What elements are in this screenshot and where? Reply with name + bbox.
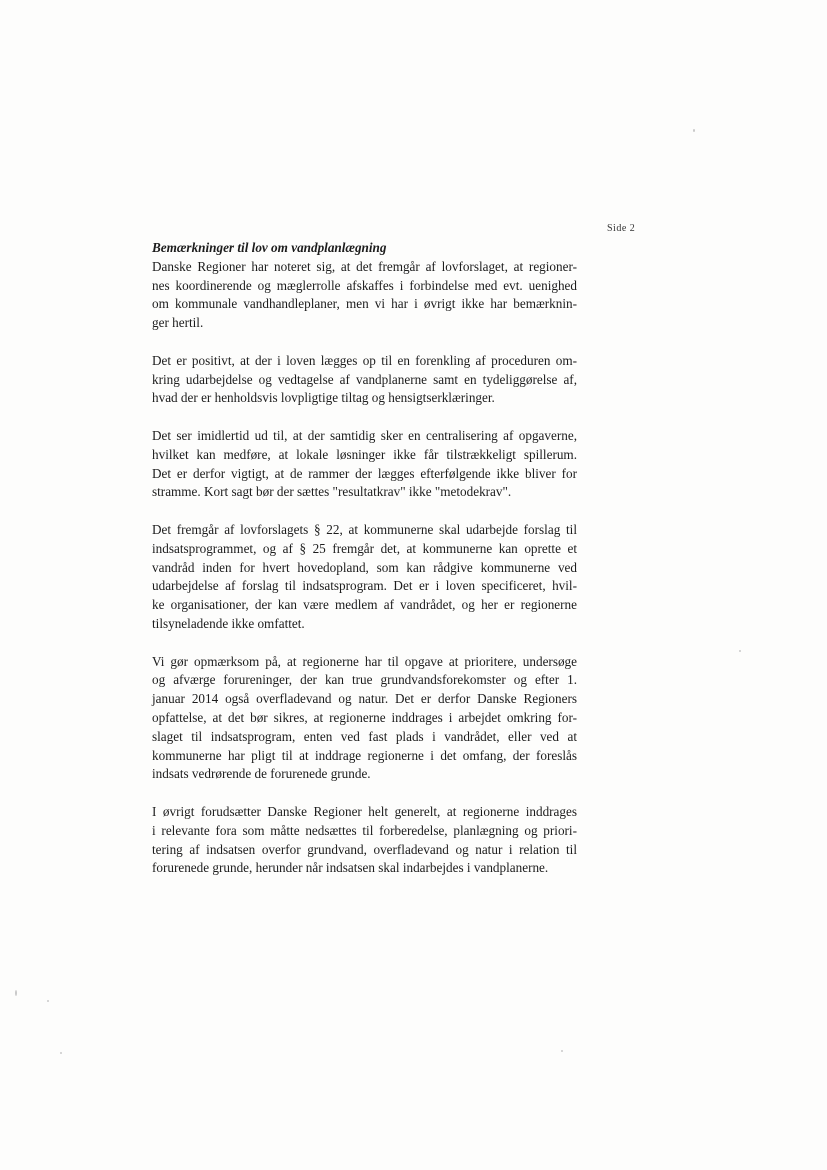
text-line: slaget til indsatsprogram, enten ved fast plads i vandrådet, eller ved at bbox=[152, 728, 577, 744]
text-line: Det fremgår af lovforslagets § 22, at kommunerne skal udarbejde forslag til bbox=[152, 521, 577, 537]
section-heading: Bemærkninger til lov om vandplanlægning bbox=[152, 240, 387, 255]
text-line: tilsyneladende ikke omfattet. bbox=[152, 615, 305, 631]
paragraph-4 bbox=[152, 521, 577, 634]
text-line: vandråd inden for hvert hovedopland, som kan rådgive kommunerne ved bbox=[152, 559, 577, 575]
text-line: hvilket kan medføre, at lokale løsninger ikke får tilstrækkeligt spillerum. bbox=[152, 446, 577, 462]
text-line: Det er derfor vigtigt, at de rammer der lægges efterfølgende ikke bliver for bbox=[152, 465, 577, 481]
text-line: I øvrigt forudsætter Danske Regioner helt generelt, at regionerne inddrages bbox=[152, 803, 577, 819]
text-line: kring udarbejdelse og vedtagelse af vandplanerne samt en tydeliggørelse af, bbox=[152, 371, 577, 387]
scan-speck bbox=[15, 990, 17, 996]
text-line: forurenede grunde, herunder når indsatsen skal indarbejdes i vandplanerne. bbox=[152, 860, 549, 876]
text-line: januar 2014 også overfladevand og natur. Det er derfor Danske Regioners bbox=[152, 691, 577, 707]
paragraph-3 bbox=[152, 427, 577, 502]
text-line: Det er positivt, at der i loven lægges op til en forenkling af proceduren om- bbox=[152, 352, 577, 368]
text-line: og afværge forureninger, der kan true grundvandsforekomster og efter 1. bbox=[152, 672, 577, 688]
text-line: i relevante fora som måtte nedsættes til forberedelse, planlægning og priori- bbox=[152, 822, 577, 838]
text-line: ke organisationer, der kan være medlem af vandrådet, og her er regionerne bbox=[152, 597, 577, 613]
paragraph-1 bbox=[152, 258, 577, 333]
text-line: stramme. Kort sagt bør der sættes "resultatkrav" ikke "metodekrav". bbox=[152, 484, 512, 500]
paragraph-6 bbox=[152, 803, 577, 878]
scan-speck bbox=[693, 129, 695, 132]
text-line: Det ser imidlertid ud til, at der samtidig sker en centralisering af opgaverne, bbox=[152, 427, 577, 443]
text-line: ger hertil. bbox=[152, 315, 204, 331]
text-line: indsatsprogrammet, og af § 25 fremgår det, at kommunerne kan oprette et bbox=[152, 540, 577, 556]
page-number: Side 2 bbox=[607, 223, 636, 234]
document-body bbox=[152, 239, 577, 897]
scan-speck bbox=[47, 1000, 49, 1002]
text-line: hvad der er henholdsvis lovpligtige tiltag og hensigtserklæringer. bbox=[152, 390, 495, 406]
text-line: kommunerne har pligt til at inddrage regionerne i det omfang, der foreslås bbox=[152, 747, 577, 763]
text-line: om kommunale vandhandleplaner, men vi har i øvrigt ikke har bemærknin- bbox=[152, 296, 577, 312]
text-line: tering af indsatsen overfor grundvand, overfladevand og natur i relation til bbox=[152, 841, 577, 857]
text-line: Vi gør opmærksom på, at regionerne har til opgave at prioritere, undersøge bbox=[152, 653, 577, 669]
scan-speck bbox=[60, 1052, 62, 1054]
paragraph-5 bbox=[152, 653, 577, 785]
text-line: Danske Regioner har noteret sig, at det fremgår af lovforslaget, at regioner- bbox=[152, 258, 577, 274]
text-line: indsats vedrørende de forurenede grunde. bbox=[152, 766, 371, 782]
paragraph-2 bbox=[152, 352, 577, 408]
text-line: opfattelse, at det bør sikres, at regionerne inddrages i arbejdet omkring for- bbox=[152, 709, 577, 725]
text-line: udarbejdelse af forslag til indsatsprogram. Det er i loven specificeret, hvil- bbox=[152, 578, 577, 594]
scan-speck bbox=[561, 1050, 563, 1052]
scan-speck bbox=[739, 650, 741, 652]
text-line: nes koordinerende og mæglerrolle afskaffes i forbindelse med evt. uenighed bbox=[152, 277, 577, 293]
